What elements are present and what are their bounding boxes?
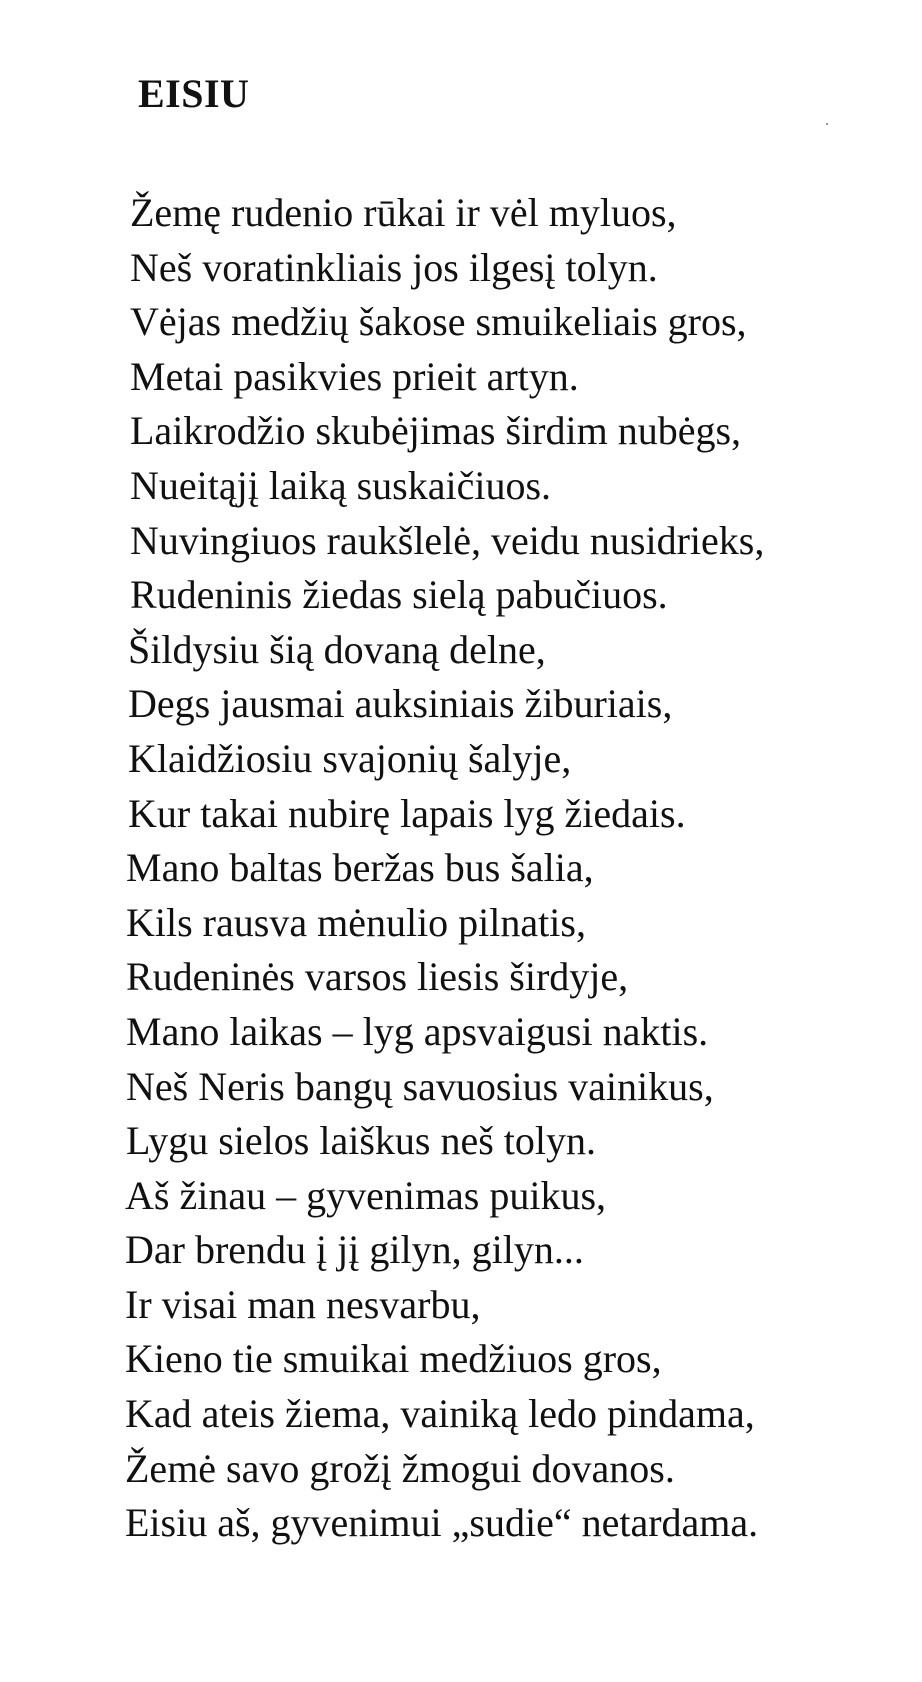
poem-line: Aš žinau – gyvenimas puikus,	[125, 1172, 607, 1218]
poem-line: Degs jausmai auksiniais žiburiais,	[128, 681, 673, 727]
poem-line: Žemę rudenio rūkai ir vėl myluos,	[130, 190, 677, 235]
poem-line: Neš Neris bangų savuosius vainikus,	[126, 1063, 714, 1109]
poem-line: Nueitąjį laiką suskaičiuos.	[130, 462, 552, 508]
poem-line: Kur takai nubirę lapais lyg žiedais.	[128, 790, 686, 836]
poem-line: Kils rausva mėnulio pilnatis,	[126, 899, 586, 945]
poem-line: Mano laikas – lyg apsvaigusi naktis.	[126, 1008, 709, 1054]
poem-line: Žemė savo grožį žmogui dovanos.	[125, 1445, 675, 1491]
poem-line: Rudeninis žiedas sielą pabučiuos.	[130, 572, 668, 618]
poem-line: Vėjas medžių šakose smuikeliais gros,	[130, 299, 747, 345]
poem-line: Mano baltas beržas bus šalia,	[126, 845, 594, 891]
poem-title: EISIU	[138, 71, 250, 116]
poem-line: Dar brendu į jį gilyn, gilyn...	[125, 1227, 584, 1273]
poem-line: Metai pasikvies prieit artyn.	[130, 353, 579, 399]
poem-line: Klaidžiosiu svajonių šalyje,	[128, 735, 572, 781]
scan-speck	[826, 123, 828, 125]
poem-line: Eisiu aš, gyvenimui „sudie“ netardama.	[125, 1500, 759, 1546]
poem-line: Nuvingiuos raukšlelė, veidu nusidrieks,	[130, 517, 765, 563]
poem-line: Laikrodžio skubėjimas širdim nubėgs,	[130, 408, 742, 454]
poem-line: Lygu sielos laiškus neš tolyn.	[126, 1118, 596, 1164]
poem-line: Ir visai man nesvarbu,	[125, 1281, 481, 1327]
poem-body	[125, 186, 920, 1551]
poem-line: Šildysiu šią dovaną delne,	[128, 626, 546, 672]
poem-line: Rudeninės varsos liesis širdyje,	[126, 954, 629, 1000]
poem-line: Kieno tie smuikai medžiuos gros,	[125, 1336, 662, 1382]
poem-line: Kad ateis žiema, vainiką ledo pindama,	[125, 1391, 755, 1437]
poem-line: Neš voratinkliais jos ilgesį tolyn.	[130, 244, 658, 290]
